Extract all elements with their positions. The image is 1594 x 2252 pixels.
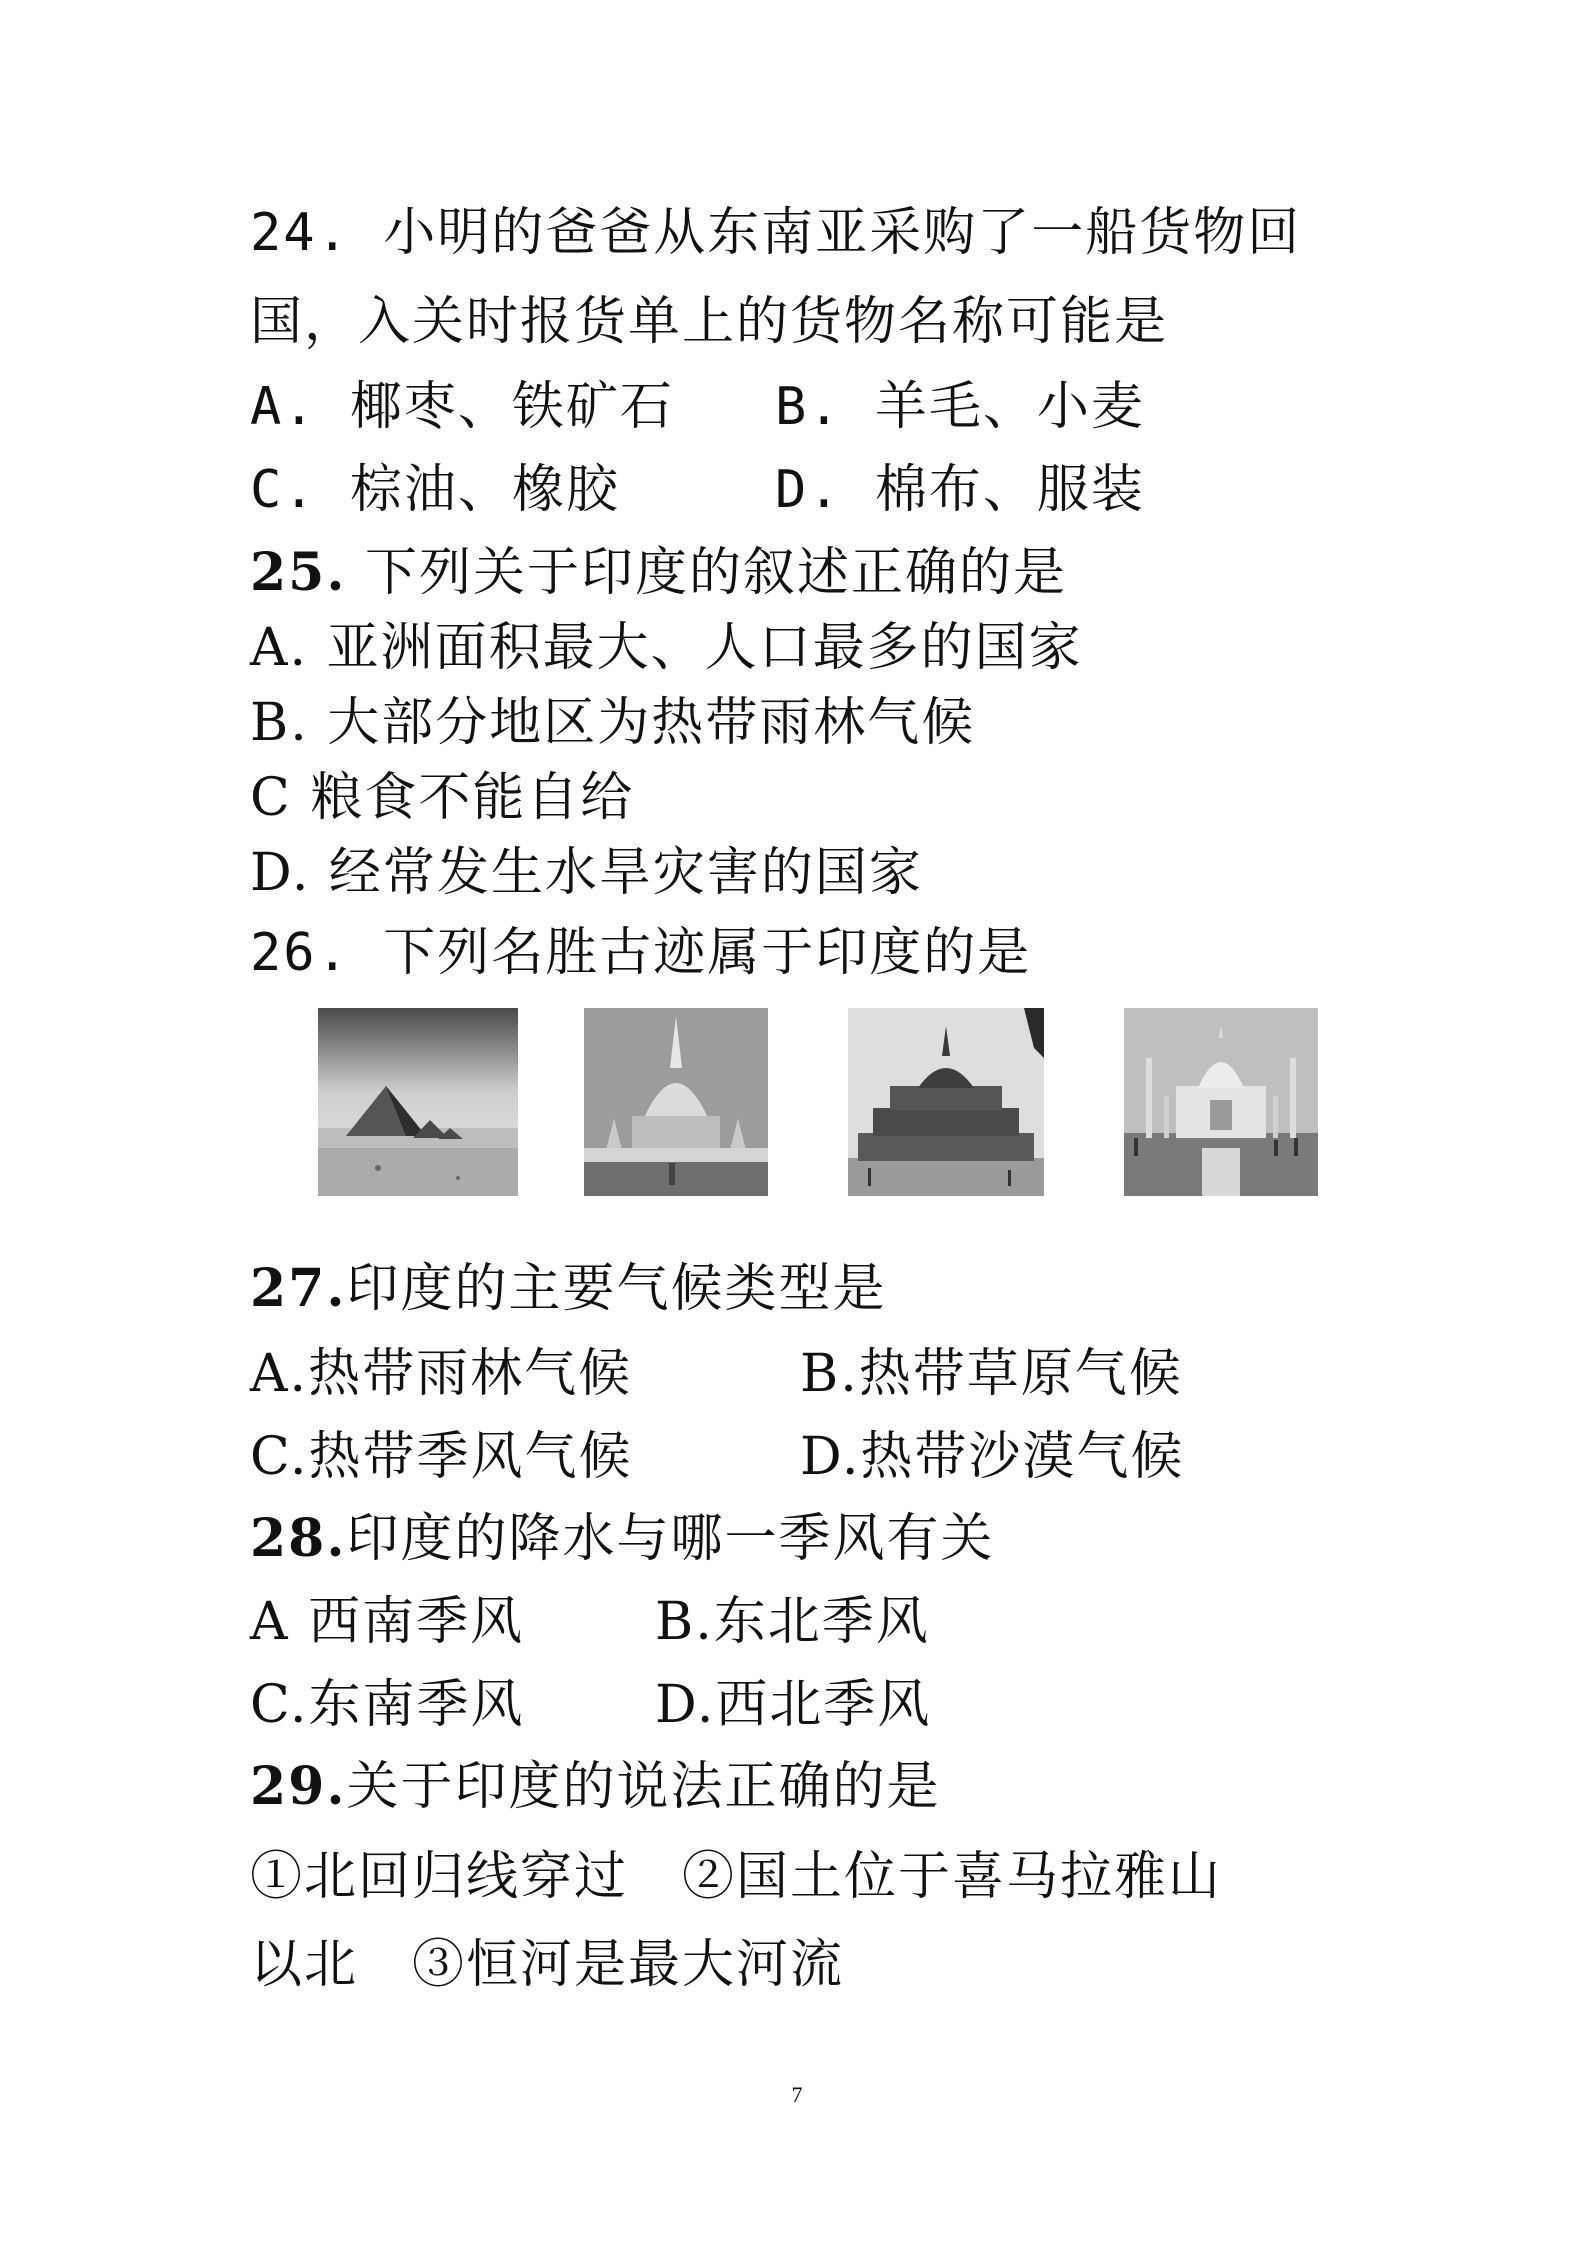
q24-option-c: C. 棕油、橡胶 bbox=[250, 460, 620, 520]
q28-option-a: A 西南季风 bbox=[250, 1592, 525, 1652]
q28-option-d: D.西北季风 bbox=[655, 1675, 932, 1735]
q24-option-a: A. 椰枣、铁矿石 bbox=[250, 377, 674, 437]
q29-statements-line2: 以北 ③恒河是最大河流 bbox=[250, 1935, 845, 1995]
q25-option-b: B. 大部分地区为热带雨林气候 bbox=[250, 693, 976, 753]
q25-option-a: A. 亚洲面积最大、人口最多的国家 bbox=[250, 618, 1083, 678]
q27-stem-text: 印度的主要气候类型是 bbox=[346, 1259, 887, 1319]
borobudur-temple-photo bbox=[848, 1008, 1044, 1196]
q27-number: 27. bbox=[250, 1258, 347, 1319]
q29-stem-text: 关于印度的说法正确的是 bbox=[346, 1757, 941, 1817]
q27-option-a: A.热带雨林气候 bbox=[250, 1344, 633, 1404]
page-number: 7 bbox=[791, 2082, 803, 2107]
q29-stem bbox=[250, 1752, 940, 1822]
q27-option-c: C.热带季风气候 bbox=[250, 1427, 633, 1487]
q29-number: 29. bbox=[250, 1756, 347, 1817]
q28-number: 28. bbox=[250, 1508, 347, 1569]
pyramids-photo bbox=[318, 1008, 518, 1196]
q25-option-c: C 粮食不能自给 bbox=[250, 768, 635, 828]
q28-stem-text: 印度的降水与哪一季风有关 bbox=[346, 1509, 995, 1569]
q24-option-d: D. 棉布、服装 bbox=[775, 460, 1145, 520]
q24-option-b: B. 羊毛、小麦 bbox=[775, 377, 1145, 437]
q27-stem bbox=[250, 1254, 886, 1324]
q25-option-d: D. 经常发生水旱灾害的国家 bbox=[250, 843, 923, 903]
q25-stem-text: 下列关于印度的叙述正确的是 bbox=[365, 543, 1068, 603]
q25-stem bbox=[250, 538, 1067, 608]
q26-stem: 26. 下列名胜古迹属于印度的是 bbox=[250, 923, 1032, 983]
q28-stem bbox=[250, 1504, 994, 1574]
taj-mahal-photo bbox=[1124, 1008, 1318, 1196]
q24-stem-line2: 国，入关时报货单上的货物名称可能是 bbox=[250, 292, 1169, 352]
q25-number: 25. bbox=[250, 542, 347, 603]
q27-option-d: D.热带沙漠气候 bbox=[800, 1427, 1185, 1487]
q27-option-b: B.热带草原气候 bbox=[800, 1344, 1183, 1404]
q24-stem-line1: 24. 小明的爸爸从东南亚采购了一船货物回 bbox=[250, 203, 1302, 263]
q28-option-b: B.东北季风 bbox=[655, 1592, 930, 1652]
shwedagon-pagoda-photo bbox=[584, 1008, 768, 1196]
q28-option-c: C.东南季风 bbox=[250, 1675, 525, 1735]
q29-statements-line1: ①北回归线穿过 ②国土位于喜马拉雅山 bbox=[250, 1847, 1223, 1907]
